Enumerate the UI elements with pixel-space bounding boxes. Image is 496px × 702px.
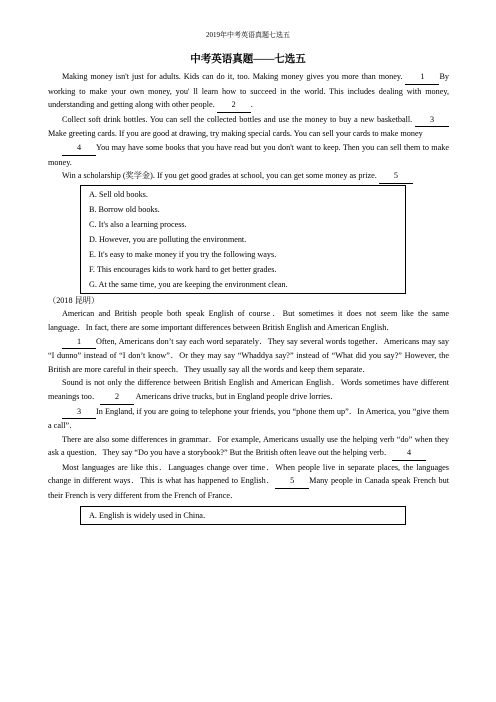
option-d: D. However, you are polluting the environment.	[89, 234, 247, 244]
blank-1: 1	[405, 70, 439, 85]
passage2-paragraph-5	[48, 433, 449, 461]
options-box-1	[80, 185, 406, 294]
blank-5: 5	[275, 474, 309, 489]
paragraph-text: Win a scholarship (奖学金). If you get good grades at school, you can get some money as prize.	[62, 171, 379, 181]
passage2-paragraph-3	[48, 376, 449, 404]
header-title: 2019年中考英语真题七选五	[206, 31, 290, 39]
option-g: G. At the same time, you are keeping the environment clean.	[89, 279, 288, 289]
options-box-2	[80, 506, 406, 525]
option-f: F. This encourages kids to work hard to get better grades.	[89, 264, 277, 274]
passage2-paragraph-1: American and British people both speak English of course．But sometimes it does not seem like the same language．In fact, there are some important differences between British English and American English．	[48, 309, 449, 332]
source-label: （2018 昆明）	[48, 295, 100, 305]
blank-4: 4	[392, 446, 426, 461]
paragraph-text: Sound is not only the difference between British English and American English．Words sometimes have different meanings too．	[48, 378, 449, 401]
document-body	[48, 70, 449, 525]
blank-2: 2	[100, 390, 134, 405]
passage1-paragraph-3	[48, 141, 449, 169]
passage2-paragraph-6	[48, 461, 449, 503]
blank-3: 3	[62, 405, 96, 420]
option-c: C. It's also a learning process.	[89, 219, 187, 229]
blank-5: 5	[379, 169, 413, 184]
paragraph-text: In England, if you are going to telephone your friends, you “phone them up”．In America, you “give them a call”．	[48, 406, 449, 431]
passage1-paragraph-2	[48, 113, 449, 141]
blank-1: 1	[62, 335, 96, 350]
blank-3: 3	[415, 113, 449, 128]
paragraph-text: Many people in Canada speak French but their French is very different from the French of France．	[48, 476, 449, 501]
paragraph-text: Collect soft drink bottles. You can sell the collected bottles and use the money to buy a new basketball.	[62, 114, 415, 124]
option-a: A. English is widely used in China．	[89, 510, 212, 520]
blank-2: 2	[217, 98, 251, 113]
paragraph-text: By working to make your own money, you' ll learn how to succeed in the world. This includes dealing with money, understanding and getting along with other people.	[48, 72, 449, 110]
page-title: 中考英语真题——七选五	[190, 54, 306, 65]
passage1-paragraph-4	[48, 169, 449, 184]
paragraph-text: There are also some differences in grammar．For example, Americans usually use the helping verb “do” when they ask a question．They say “Do you have a storybook?” But the British often leave out the helping verb．	[48, 434, 449, 458]
passage1-paragraph-1	[48, 70, 449, 113]
paragraph-text: Make greeting cards. If you are good at drawing, try making special cards. You can sell your cards to make money	[48, 129, 423, 139]
passage2-paragraph-4	[48, 405, 449, 433]
passage2-paragraph-2	[48, 335, 449, 377]
paragraph-text: You may have some books that you have read but you don't want to keep. Then you can sell them to make money.	[48, 142, 449, 167]
blank-4: 4	[62, 141, 96, 156]
paragraph-text: Americans drive trucks, but in England people drive lorries．	[134, 391, 339, 401]
option-b: B. Borrow old books.	[89, 204, 160, 214]
option-e: E. It's easy to make money if you try the following ways.	[89, 249, 277, 259]
paragraph-text: .	[250, 100, 253, 110]
paragraph-text: Most languages are like this．Languages change over time．When people live in separate places, the languages change in different ways．This is what has happened to English．	[48, 462, 449, 486]
paragraph-text: Making money isn't just for adults. Kids can do it, too. Making money gives you more than money.	[62, 72, 406, 81]
option-a: A. Sell old books.	[89, 189, 148, 199]
paragraph-text: Often, Americans don’t say each word separately．They say several words together．Americans may say “I dunno” instead of “I don’t know”．Or they may say “Whaddya say?” instead of “What did you say?” However, the British are more careful in their speech．They usually say all the words and keep them separate．	[48, 336, 449, 374]
